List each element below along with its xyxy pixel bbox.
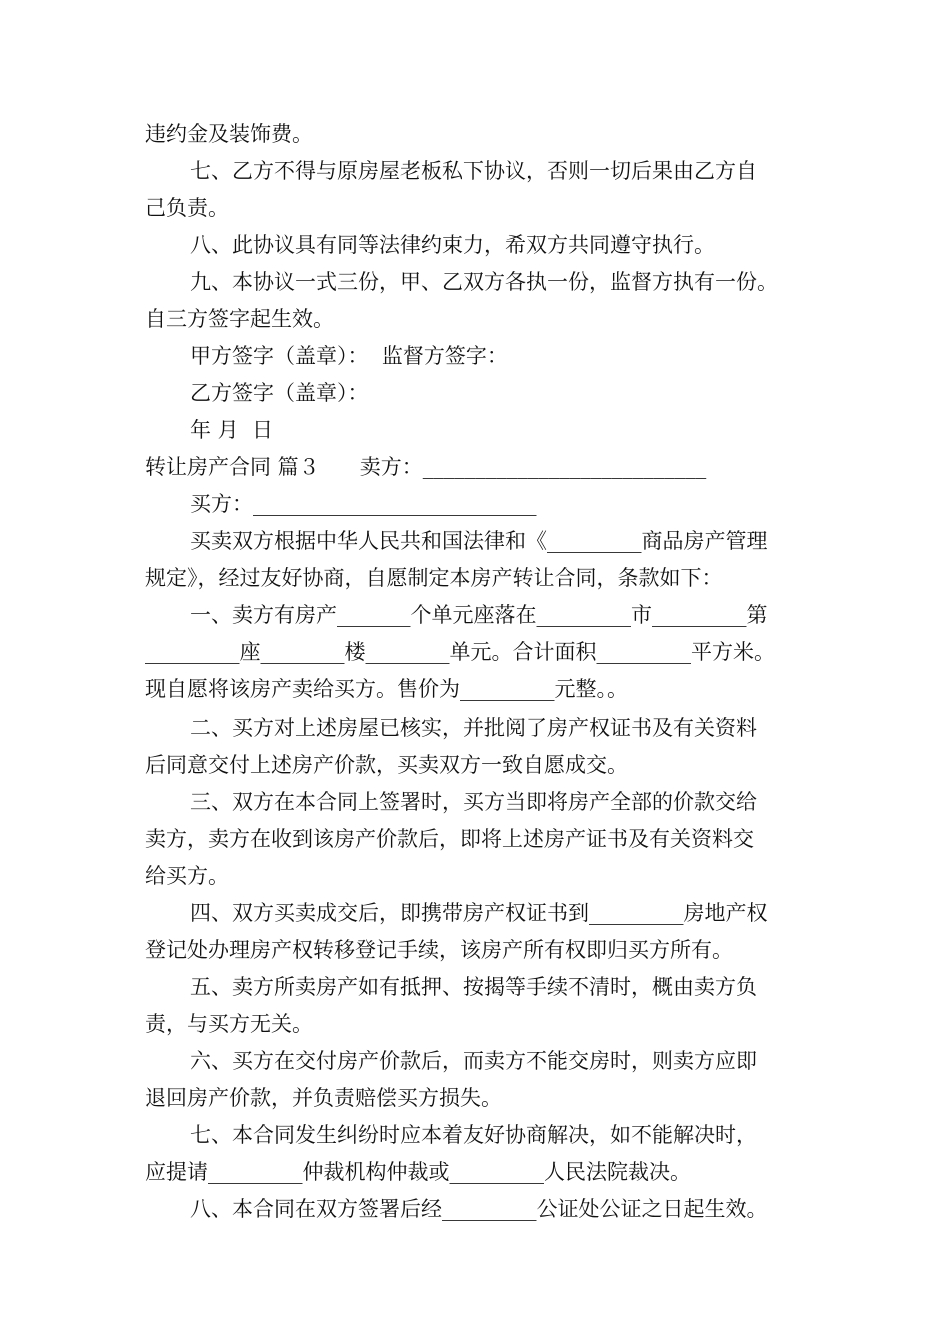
text-line: 后同意交付上述房产价款，买卖双方一致自愿成交。 [145,753,628,777]
contract-heading: 转让房产合同 篇３ 卖方：___________________________ [145,455,707,479]
text-line: 责，与买方无关。 [145,1012,313,1036]
buyer-line: 买方：___________________________ [190,492,537,516]
clause-two: 二、买方对上述房屋已核实，并批阅了房产权证书及有关资料 [190,716,757,740]
preamble-paragraph: 买卖双方根据中华人民共和国法律和《_________商品房产管理 [190,529,768,553]
clause-three: 三、双方在本合同上签署时，买方当即将房产全部的价款交给 [190,790,757,814]
text-line: 卖方，卖方在收到该房产价款后，即将上述房产证书及有关资料交 [145,827,754,851]
clause-six: 六、买方在交付房产价款后，而卖方不能交房时，则卖方应即 [190,1049,757,1073]
text-line: 给买方。 [145,864,229,888]
paragraph-seven-a: 七、乙方不得与原房屋老板私下协议，否则一切后果由乙方自 [190,159,757,183]
text-line: 登记处办理房产权转移登记手续，该房产所有权即归买方所有。 [145,938,733,962]
text-line: _________座________楼________单元。合计面积_________平方米。 [145,640,775,664]
date-line: 年 月 日 [190,418,274,442]
clause-one: 一、卖方有房产_______个单元座落在_________市_________第 [190,603,768,627]
text-line: 应提请_________仲裁机构仲裁或_________人民法院裁决。 [145,1160,691,1184]
text-line: 规定》，经过友好协商，自愿制定本房产转让合同，条款如下： [145,566,723,590]
clause-four: 四、双方买卖成交后，即携带房产权证书到_________房地产权 [190,901,768,925]
clause-eight: 八、本合同在双方签署后经_________公证处公证之日起生效。 [190,1197,768,1221]
paragraph-nine-a: 九、本协议一式三份，甲、乙双方各执一份，监督方执有一份。 [190,270,778,294]
clause-seven: 七、本合同发生纠纷时应本着友好协商解决，如不能解决时， [190,1123,757,1147]
clause-five: 五、卖方所卖房产如有抵押、按揭等手续不清时，概由卖方负 [190,975,757,999]
signature-line-party-a: 甲方签字（盖章）： 监督方签字： [190,344,508,368]
text-line: 自三方签字起生效。 [145,307,334,331]
text-line: 现自愿将该房产卖给买方。售价为_________元整。。 [145,677,628,701]
text-line: 违约金及装饰费。 [145,122,313,146]
text-line: 己负责。 [145,196,229,220]
text-line: 退回房产价款，并负责赔偿买方损失。 [145,1086,502,1110]
signature-line-party-b: 乙方签字（盖章）： [190,381,369,405]
paragraph-eight-a: 八、此协议具有同等法律约束力，希双方共同遵守执行。 [190,233,715,257]
